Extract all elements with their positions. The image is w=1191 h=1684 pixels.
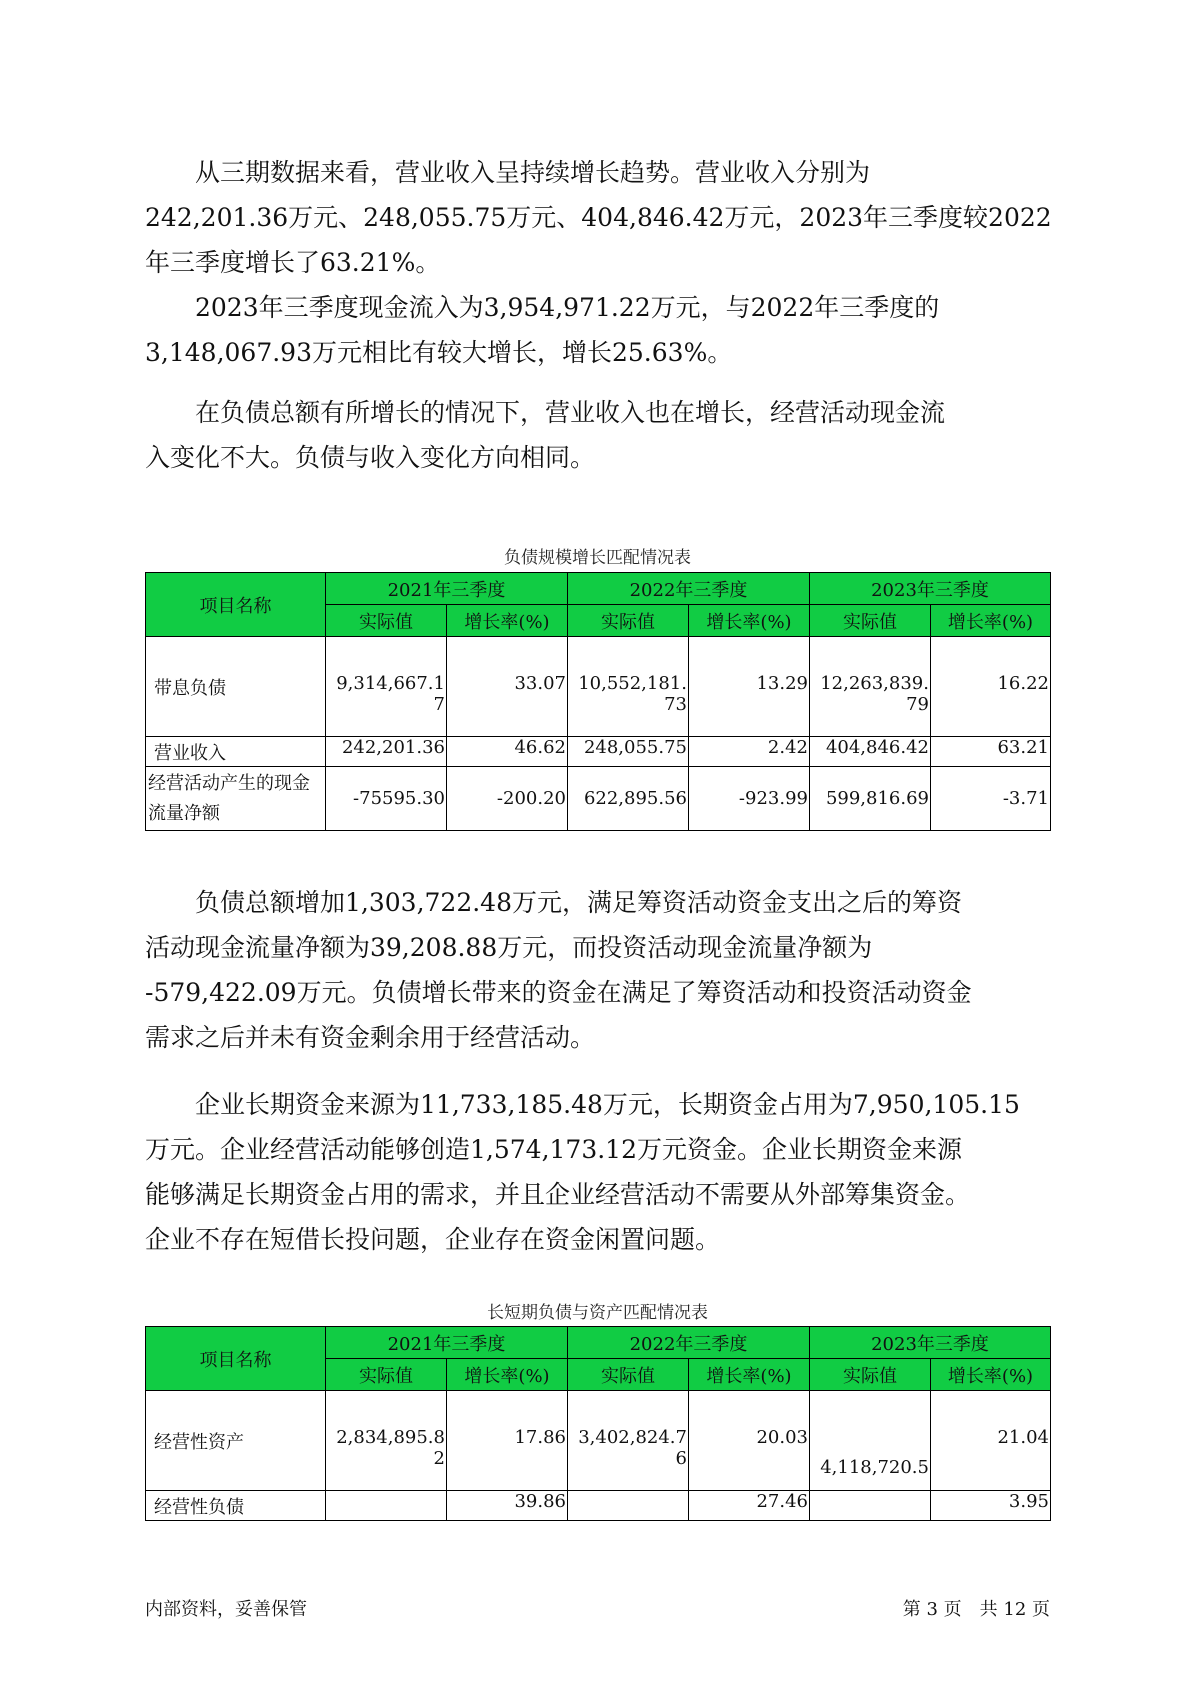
table-cell: 2.42 xyxy=(689,737,810,767)
table-cell: 242,201.36 xyxy=(326,737,447,767)
row-label: 经营活动产生的现金流量净额 xyxy=(146,767,326,831)
row-label: 经营性资产 xyxy=(146,1391,326,1491)
table-cell: 10,552,181.73 xyxy=(568,637,689,737)
table-cell: 17.86 xyxy=(447,1391,568,1491)
table-cell: 2,834,895.82 xyxy=(326,1391,447,1491)
growth-header: 增长率(%) xyxy=(931,605,1051,637)
text-line: 年三季度增长了63.21%。 xyxy=(145,248,441,277)
table-cell: 12,263,839.79 xyxy=(810,637,931,737)
text-line: 企业长期资金来源为11,733,185.48万元，长期资金占用为7,950,105.15 xyxy=(145,1090,1020,1119)
text-line: 242,201.36万元、248,055.75万元、404,846.42万元，2023年三季度较2022 xyxy=(145,203,1052,232)
period-header: 2021年三季度 xyxy=(326,573,568,605)
table-cell: 3,402,824.76 xyxy=(568,1391,689,1491)
growth-header: 增长率(%) xyxy=(931,1359,1051,1391)
period-header: 2023年三季度 xyxy=(810,573,1051,605)
growth-header: 增长率(%) xyxy=(689,605,810,637)
paragraph-long-term-funds xyxy=(145,1082,1050,1262)
table-row xyxy=(146,1391,1051,1491)
period-header: 2022年三季度 xyxy=(568,573,810,605)
text-line: 负债总额增加1,303,722.48万元，满足筹资活动资金支出之后的筹资 xyxy=(145,888,962,917)
row-label: 带息负债 xyxy=(146,637,326,737)
table-row xyxy=(146,637,1051,737)
page-number: 第 3 页 共 12 页 xyxy=(902,1599,1050,1620)
footer-confidential: 内部资料，妥善保管 xyxy=(145,1599,307,1620)
growth-header: 增长率(%) xyxy=(689,1359,810,1391)
table-row xyxy=(146,1491,1051,1521)
table-cell: 63.21 xyxy=(931,737,1051,767)
table-cell: 46.62 xyxy=(447,737,568,767)
period-header: 2023年三季度 xyxy=(810,1327,1051,1359)
table-cell xyxy=(568,1491,689,1521)
table-cell: 622,895.56 xyxy=(568,767,689,831)
table-cell: 404,846.42 xyxy=(810,737,931,767)
text-line: 3,148,067.93万元相比有较大增长，增长25.63%。 xyxy=(145,338,733,367)
item-header: 项目名称 xyxy=(146,573,326,637)
text-line: 入变化不大。负债与收入变化方向相同。 xyxy=(145,443,596,472)
period-header: 2022年三季度 xyxy=(568,1327,810,1359)
text-line: 活动现金流量净额为39,208.88万元，而投资活动现金流量净额为 xyxy=(145,933,873,962)
table-cell xyxy=(810,1491,931,1521)
actual-header: 实际值 xyxy=(326,1359,447,1391)
table-cell: 39.86 xyxy=(447,1491,568,1521)
table-row xyxy=(146,737,1051,767)
table-cell: 599,816.69 xyxy=(810,767,931,831)
actual-header: 实际值 xyxy=(810,605,931,637)
item-header: 项目名称 xyxy=(146,1327,326,1391)
text-line: 在负债总额有所增长的情况下，营业收入也在增长，经营活动现金流 xyxy=(145,398,946,427)
table-cell xyxy=(326,1491,447,1521)
row-label: 经营性负债 xyxy=(146,1491,326,1521)
text-line: -579,422.09万元。负债增长带来的资金在满足了筹资活动和投资活动资金 xyxy=(145,978,972,1007)
debt-growth-table xyxy=(145,572,1051,831)
table-cell: -200.20 xyxy=(447,767,568,831)
text-line: 能够满足长期资金占用的需求，并且企业经营活动不需要从外部筹集资金。 xyxy=(145,1180,971,1209)
table-cell: 3.95 xyxy=(931,1491,1051,1521)
table-cell: 9,314,667.17 xyxy=(326,637,447,737)
actual-header: 实际值 xyxy=(568,1359,689,1391)
table-cell: 27.46 xyxy=(689,1491,810,1521)
table-cell: 21.04 xyxy=(931,1391,1051,1491)
text-line: 从三期数据来看，营业收入呈持续增长趋势。营业收入分别为 xyxy=(145,158,871,187)
actual-header: 实际值 xyxy=(326,605,447,637)
liability-asset-table xyxy=(145,1326,1051,1521)
paragraph-cash-inflow xyxy=(145,285,1050,375)
text-line: 需求之后并未有资金剩余用于经营活动。 xyxy=(145,1023,596,1052)
table-cell: -923.99 xyxy=(689,767,810,831)
table-caption: 长短期负债与资产匹配情况表 xyxy=(487,1303,708,1323)
table-cell: 4,118,720.5 xyxy=(810,1391,931,1491)
text-line: 万元。企业经营活动能够创造1,574,173.12万元资金。企业长期资金来源 xyxy=(145,1135,962,1164)
table-row xyxy=(146,767,1051,831)
paragraph-revenue-trend xyxy=(145,150,1050,285)
table-cell: 16.22 xyxy=(931,637,1051,737)
table-cell: 248,055.75 xyxy=(568,737,689,767)
table-caption: 负债规模增长匹配情况表 xyxy=(504,548,691,568)
period-header: 2021年三季度 xyxy=(326,1327,568,1359)
growth-header: 增长率(%) xyxy=(447,1359,568,1391)
growth-header: 增长率(%) xyxy=(447,605,568,637)
paragraph-debt-income xyxy=(145,390,1050,480)
actual-header: 实际值 xyxy=(810,1359,931,1391)
row-label: 营业收入 xyxy=(146,737,326,767)
table-cell: 33.07 xyxy=(447,637,568,737)
actual-header: 实际值 xyxy=(568,605,689,637)
text-line: 2023年三季度现金流入为3,954,971.22万元，与2022年三季度的 xyxy=(145,293,940,322)
table-cell: -75595.30 xyxy=(326,767,447,831)
table-cell: -3.71 xyxy=(931,767,1051,831)
text-line: 企业不存在短借长投问题，企业存在资金闲置问题。 xyxy=(145,1225,721,1254)
paragraph-financing xyxy=(145,880,1050,1060)
table-cell: 13.29 xyxy=(689,637,810,737)
table-cell: 20.03 xyxy=(689,1391,810,1491)
